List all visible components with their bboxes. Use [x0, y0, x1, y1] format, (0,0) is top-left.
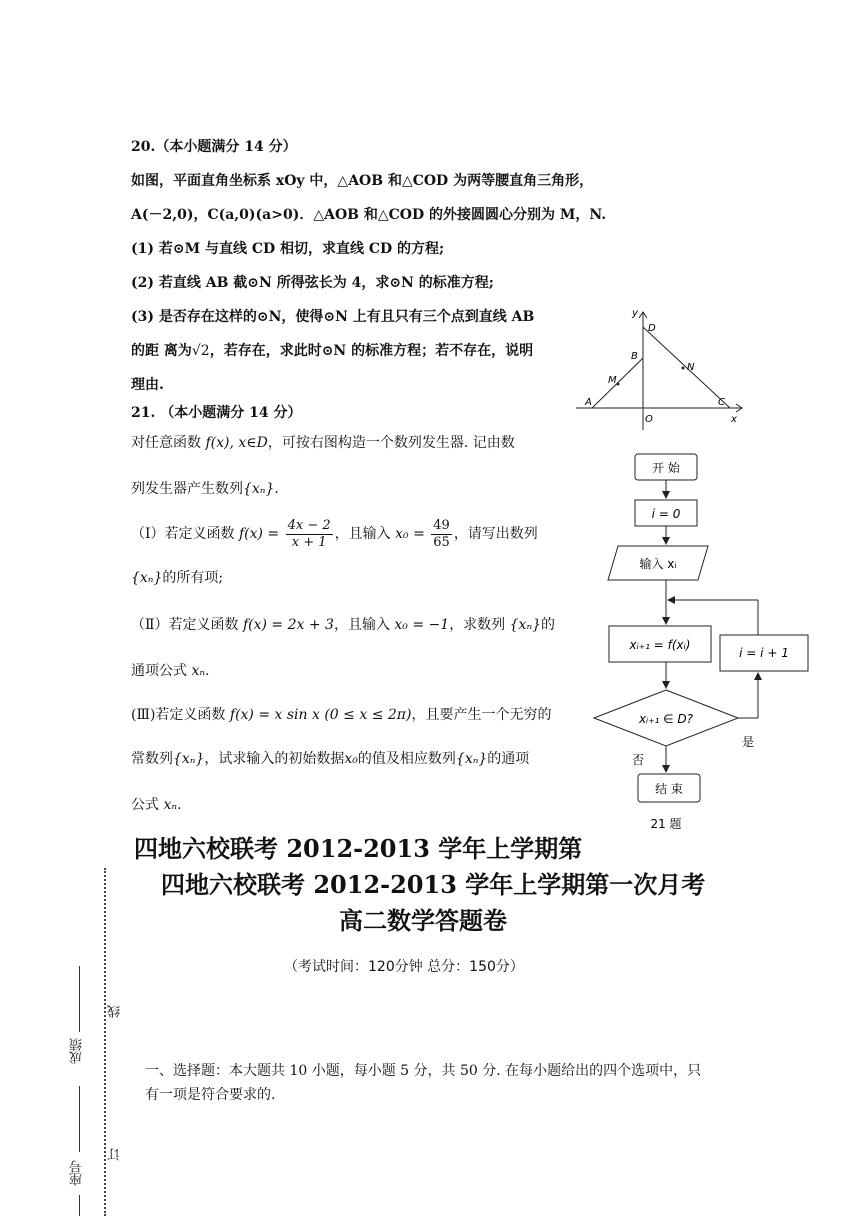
fraction-denominator: 65	[433, 534, 450, 550]
q21-p1-pre: （Ⅰ）若定义函数	[131, 526, 235, 542]
binding-staple-char: 订	[108, 1148, 123, 1161]
q21-p3-l3-post: .	[177, 797, 182, 813]
binding-dotted-line	[104, 868, 106, 1216]
start-label: 开 始	[652, 461, 680, 475]
triangle-figure	[570, 300, 750, 435]
q21-header: 21. （本小题满分 14 分）	[131, 405, 302, 421]
q21-part3-line3	[131, 796, 181, 814]
q21-intro-fx: f(x), x∈D	[205, 435, 268, 451]
binding-line-char: 线	[108, 1005, 123, 1018]
q20-line1: 如图，平面直角坐标系 xOy 中，△AOB 和△COD 为两等腰直角三角形，	[131, 173, 594, 189]
q21-p2-line2-post: .	[205, 663, 210, 679]
score-underline	[79, 966, 80, 1032]
q21-p3-l2-mid: ，试求输入的初始数据	[204, 751, 345, 767]
q21-p1-fx: f(x) =	[238, 526, 280, 542]
seat-underline-lower	[79, 1195, 80, 1216]
yes-label: 是	[742, 735, 755, 749]
q20-header: 20.（本小题满分 14 分）	[131, 139, 297, 155]
init-label: i = 0	[651, 507, 681, 521]
point-M-dot	[617, 383, 620, 386]
q21-p3-l3-pre: 公式	[131, 797, 159, 813]
q21-p3-seq: {xₙ}	[173, 751, 205, 767]
q21-p1-seq: {xₙ}	[131, 570, 163, 586]
point-A-label: A	[585, 397, 592, 408]
q21-intro2-post: .	[274, 481, 279, 497]
seat-underline	[79, 1086, 80, 1152]
q20-line2: A(－2,0)，C(a,0)(a>0)．△AOB 和△COD 的外接圆圆心分别为 M，N.	[131, 207, 607, 223]
axis-y-label: y	[632, 308, 638, 319]
q20-part3-line3: 理由.	[131, 377, 164, 393]
answer-sheet-subtitle: 高二数学答题卷	[339, 906, 507, 935]
q20-sqrt2: √2	[191, 343, 210, 359]
no-label: 否	[632, 753, 645, 767]
end-label: 结 束	[655, 782, 683, 796]
score-label: 成绩	[70, 1038, 85, 1064]
q20-part1: (1) 若⊙M 与直线 CD 相切，求直线 CD 的方程;	[131, 241, 445, 257]
point-N-label: N	[687, 362, 695, 373]
point-C-label: C	[718, 397, 725, 408]
q21-p3-post: ，且要产生一个无穷的	[411, 707, 552, 723]
q21-part3-line2	[131, 750, 529, 768]
section1-instruction-line1: 一、选择题：本大题共 10 小题，每小题 5 分，共 50 分. 在每小题给出的四个选项中，只	[145, 1063, 702, 1079]
q21-p3-l2-pre: 常数列	[131, 751, 173, 767]
q21-intro2	[131, 480, 279, 498]
q20-part3-post: ，若存在，求此时⊙N 的标准方程；若不存在，说明	[209, 343, 534, 359]
q21-p2-post: 的	[541, 617, 556, 633]
q21-p1-mid: ，且输入	[334, 526, 391, 542]
q21-intro2-pre: 列发生器产生数列	[131, 481, 243, 497]
increment-label: i = i + 1	[739, 646, 789, 660]
q21-p1-fraction	[286, 518, 333, 551]
section1-instruction-line2: 有一项是符合要求的.	[145, 1087, 276, 1103]
fraction-numerator: 49	[433, 517, 450, 533]
point-M-label: M	[608, 375, 617, 386]
q20-part3: (3) 是否存在这样的⊙N，使得⊙N 上有且只有三个点到直线 AB	[131, 309, 535, 325]
q21-p1-x0: x₀ =	[395, 526, 425, 542]
decision-label: xᵢ₊₁ ∈ D?	[638, 712, 694, 726]
q21-p1-x0-fraction	[431, 518, 452, 551]
q21-part1-line2	[131, 569, 223, 587]
q21-intro	[131, 434, 515, 452]
q21-p2-fx: f(x) = 2x + 3	[242, 617, 334, 633]
title-full: 四地六校联考 2012-2013 学年上学期第一次月考	[161, 870, 706, 899]
input-label: 输入 xᵢ	[639, 557, 677, 571]
generator-flowchart	[590, 448, 820, 838]
axis-x-label: x	[731, 414, 737, 425]
q21-p3-l2-post: 的通项	[487, 751, 530, 767]
q21-p2-mid2: ，求数列	[449, 617, 506, 633]
q21-p3-fx: f(x) = x sin x (0 ≤ x ≤ 2π)	[229, 707, 412, 723]
q21-p1-line2-post: 的所有项;	[162, 570, 224, 586]
q21-p2-mid: ，且输入	[333, 617, 390, 633]
q21-p2-pre: （Ⅱ）若定义函数	[131, 617, 239, 633]
q21-part2-line2	[131, 662, 209, 680]
q21-p3-x0: x₀	[344, 751, 358, 767]
fraction-numerator: 4x − 2	[287, 517, 331, 533]
title-partial: 四地六校联考 2012-2013 学年上学期第	[134, 834, 583, 863]
exam-info: （考试时间：120分钟 总分：150分）	[284, 959, 524, 975]
q21-intro-post: ，可按右图构造一个数列发生器. 记由数	[267, 435, 515, 451]
point-B-label: B	[631, 351, 638, 362]
q21-part1	[131, 516, 538, 552]
seat-label: 座号	[70, 1160, 85, 1186]
q21-part2	[131, 616, 555, 634]
flowchart-caption: 21 题	[650, 817, 682, 831]
compute-label: xᵢ₊₁ = f(xᵢ)	[629, 638, 691, 652]
q20-part3-pre: 的距 离为	[131, 343, 192, 359]
point-N-dot	[682, 367, 685, 370]
q20-part2: (2) 若直线 AB 截⊙N 所得弦长为 4，求⊙N 的标准方程;	[131, 275, 494, 291]
q21-p2-x0: x₀ = −1	[394, 617, 450, 633]
q20-part3-line2	[131, 342, 533, 360]
q21-p2-xn: xₙ	[191, 663, 206, 679]
q21-p3-seq2: {xₙ}	[455, 751, 488, 767]
q21-part3	[131, 706, 551, 724]
q21-seq: {xₙ}	[243, 481, 275, 497]
q21-p2-seq: {xₙ}	[509, 617, 542, 633]
point-D-label: D	[648, 323, 656, 334]
point-O-label: O	[645, 414, 653, 425]
q21-p1-post: ，请写出数列	[453, 526, 538, 542]
q21-p3-pre: (Ⅲ)若定义函数	[131, 707, 226, 723]
q21-intro-pre: 对任意函数	[131, 435, 201, 451]
fraction-denominator: x + 1	[291, 534, 327, 550]
q21-p3-l2-mid2: 的值及相应数列	[357, 751, 456, 767]
q21-p3-xn: xₙ	[163, 797, 178, 813]
q21-p2-line2-pre: 通项公式	[131, 663, 187, 679]
